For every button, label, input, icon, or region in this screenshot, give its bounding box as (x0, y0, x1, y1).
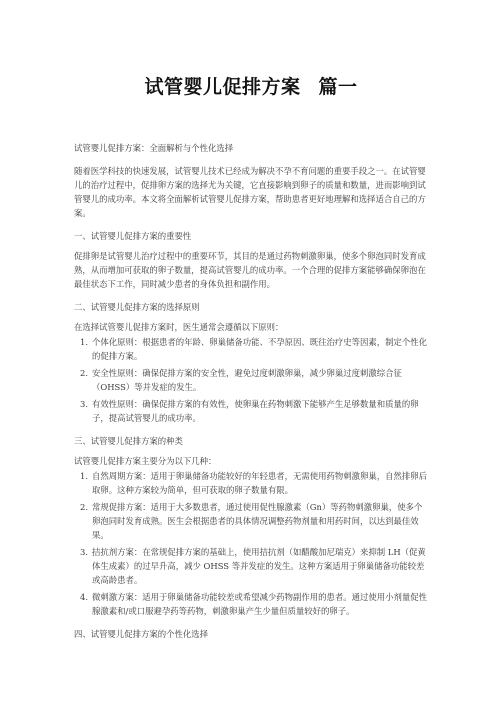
section-intro-types: 试管婴儿促排方案主要分为以下几种： (74, 456, 217, 466)
list-item: 1. 个体化原则：根据患者的年龄、卵巢储备功能、不孕原因、既往治疗史等因素，制定个性化的促排方案。 (80, 337, 427, 361)
section-heading-personalized: 四、试管婴儿促排方案的个性化选择 (74, 629, 208, 639)
list-item: 2. 安全性原则：确保促排方案的安全性，避免过度刺激卵巢，减少卵巢过度刺激综合征（OHSS）等并发症的发生。 (80, 368, 402, 392)
document-subtitle: 试管婴儿促排方案：全面解析与个性化选择 (74, 143, 234, 153)
intro-paragraph: 随着医学科技的快速发展，试管婴儿技术已经成为解决不孕不育问题的重要手段之一。在试管婴儿的治疗过程中，促排卵方案的选择尤为关键，它直接影响到卵子的质量和数量，进而影响到试管婴儿的成功率。本文将全面解析试管婴儿促排方案，帮助患者更好地理解和选择适合自己的方案。 (74, 166, 426, 218)
section-heading-types: 三、试管婴儿促排方案的种类 (74, 436, 183, 446)
section-heading-importance: 一、试管婴儿促排方案的重要性 (74, 231, 192, 241)
title-suffix: 篇一 (318, 76, 358, 98)
section-heading-principles: 二、试管婴儿促排方案的选择原则 (74, 302, 200, 312)
section-intro-principles: 在选择试管婴儿促排方案时，医生通常会遵循以下原则： (74, 322, 284, 332)
title-main: 试管婴儿促排方案 (144, 76, 301, 98)
list-item: 1. 自然周期方案：适用于卵巢储备功能较好的年轻患者，无需使用药物刺激卵巢，自然排卵后取卵。这种方案较为简单，但可获取的卵子数量有限。 (80, 471, 427, 495)
section-paragraph-importance: 促排卵是试管婴儿治疗过程中的重要环节，其目的是通过药物刺激卵巢，使多个卵泡同时发育成熟，从而增加可获取的卵子数量，提高试管婴儿的成功率。一个合理的促排方案能够确保卵泡在最佳状态下工作，同时减少患者的身体负担和副作用。 (74, 251, 426, 289)
list-item: 3. 拮抗剂方案：在常规促排方案的基础上，使用拮抗剂（如醋酸加尼瑞克）来抑制 LH（促黄体生成素）的过早升高，减少 OHSS 等并发症的发生。这种方案适用于卵巢储备功能较差或高龄患者。 (80, 547, 426, 585)
principles-list (74, 335, 428, 425)
list-item: 4. 微刺激方案：适用于卵巢储备功能较差或希望减少药物副作用的患者。通过使用小剂量促性腺激素和/或口服避孕药等药物，刺激卵巢产生少量但质量较好的卵子。 (80, 592, 427, 616)
list-item: 3. 有效性原则：确保促排方案的有效性，使卵巢在药物刺激下能够产生足够数量和质量的卵子，提高试管婴儿的成功率。 (80, 399, 419, 423)
types-list (74, 469, 428, 618)
list-item: 2. 常规促排方案：适用于大多数患者，通过使用促性腺激素（Gn）等药物刺激卵巢，使多个卵泡同时发育成熟。医生会根据患者的具体情况调整药物剂量和用药时间，以达到最佳效果。 (80, 502, 423, 540)
document-title (74, 72, 428, 99)
